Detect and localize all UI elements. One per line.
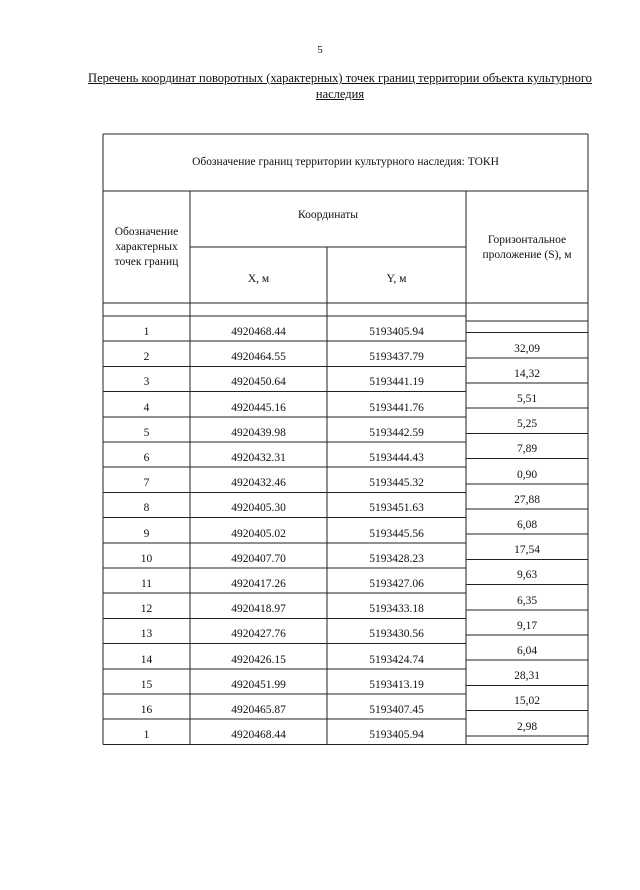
x-coordinate: 4920426.15 (231, 653, 286, 666)
distance-value: 17,54 (514, 544, 540, 557)
distance-value: 9,63 (516, 569, 538, 582)
y-coordinate: 5193405.94 (369, 729, 424, 742)
point-number: 15 (140, 678, 153, 691)
distance-value: 0,90 (516, 468, 538, 481)
x-coordinate: 4920445.16 (231, 401, 286, 414)
y-coordinate: 5193427.06 (369, 578, 424, 590)
x-coordinate: 4920405.30 (231, 502, 286, 515)
x-coordinate: 4920450.64 (231, 376, 286, 389)
distance-value: 32,09 (514, 342, 540, 355)
y-coordinate: 5193445.56 (369, 527, 424, 540)
distance-value: 7,89 (516, 443, 538, 456)
y-coordinate: 5193441.19 (369, 376, 424, 389)
x-coordinate: 4920405.02 (231, 527, 286, 540)
x-coordinate: 4920407.70 (231, 552, 286, 565)
y-coordinate: 5193407.45 (369, 704, 424, 716)
distance-value: 28,31 (514, 670, 540, 683)
x-coordinate: 4920464.55 (231, 351, 286, 364)
y-coordinate: 5193444.43 (369, 452, 424, 464)
y-coordinate: 5193424.74 (369, 653, 424, 666)
y-coordinate: 5193413.19 (369, 678, 424, 691)
point-number: 1 (143, 729, 150, 742)
x-coordinate: 4920417.26 (231, 578, 286, 590)
point-number: 13 (140, 628, 153, 641)
distance-value: 9,17 (516, 619, 538, 632)
page-number: 5 (317, 44, 323, 56)
point-number: 14 (140, 653, 153, 666)
point-number: 1 (143, 326, 150, 338)
y-coordinate: 5193445.32 (369, 477, 424, 490)
table-caption: Обозначение границ территории культурного наследия: ТОКН (192, 156, 499, 168)
point-number: 5 (143, 426, 150, 439)
x-coordinate: 4920418.97 (231, 603, 286, 616)
x-coordinate: 4920468.44 (231, 729, 286, 742)
distance-value: 2,98 (516, 720, 538, 733)
point-number: 6 (143, 452, 150, 464)
point-number: 2 (143, 351, 150, 364)
point-number: 4 (143, 401, 150, 414)
header-distance: Горизонтальное проложение (S), м (482, 234, 572, 261)
distance-value: 15,02 (514, 695, 540, 708)
distance-value: 5,51 (516, 393, 538, 405)
x-coordinate: 4920432.31 (231, 452, 286, 464)
distance-value: 14,32 (514, 367, 540, 380)
point-number: 9 (143, 527, 150, 540)
point-number: 12 (140, 603, 153, 616)
y-coordinate: 5193441.76 (369, 401, 424, 414)
x-coordinate: 4920465.87 (231, 704, 286, 716)
x-coordinate: 4920451.99 (231, 678, 286, 691)
point-number: 10 (140, 552, 153, 565)
y-coordinate: 5193428.23 (369, 552, 424, 565)
x-coordinate: 4920427.76 (231, 628, 286, 641)
distance-value: 6,35 (516, 594, 538, 607)
point-number: 8 (143, 502, 150, 515)
header-coordinates: Координаты (298, 209, 358, 221)
document-title: Перечень координат поворотных (характерных) точек границ территории объекта культурного наследия (88, 71, 592, 101)
y-coordinate: 5193430.56 (369, 628, 424, 641)
distance-value: 5,25 (516, 418, 538, 431)
distance-value: 27,88 (514, 493, 540, 506)
header-point: Обозначение характерных точек границ (114, 226, 179, 268)
distance-value: 6,08 (516, 519, 538, 531)
point-number: 11 (140, 578, 153, 590)
point-number: 3 (143, 376, 150, 389)
x-coordinate: 4920468.44 (231, 326, 286, 338)
y-coordinate: 5193442.59 (369, 426, 424, 439)
y-coordinate: 5193433.18 (369, 603, 424, 616)
y-coordinate: 5193437.79 (369, 351, 424, 364)
distance-value: 6,04 (516, 645, 538, 657)
header-x: X, м (247, 273, 270, 285)
y-coordinate: 5193451.63 (369, 502, 424, 515)
y-coordinate: 5193405.94 (369, 326, 424, 338)
point-number: 16 (140, 704, 153, 716)
x-coordinate: 4920432.46 (231, 477, 286, 490)
point-number: 7 (143, 477, 150, 490)
header-y: Y, м (386, 273, 407, 285)
x-coordinate: 4920439.98 (231, 426, 286, 439)
